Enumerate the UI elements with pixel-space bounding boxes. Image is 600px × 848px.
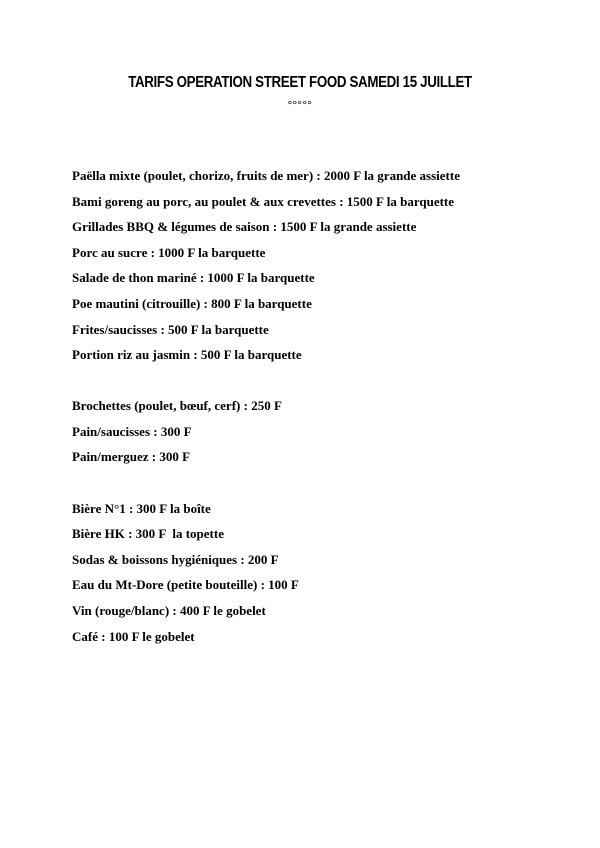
- price-item: Vin (rouge/blanc) : 400 F le gobelet: [72, 602, 266, 618]
- price-group-snacks: [72, 393, 572, 470]
- price-item: Porc au sucre : 1000 F la barquette: [72, 244, 266, 260]
- price-item: Brochettes (poulet, bœuf, cerf) : 250 F: [72, 398, 282, 414]
- page-title: TARIFS OPERATION STREET FOOD SAMEDI 15 JUILLET: [128, 74, 472, 91]
- price-item: Café : 100 F le gobelet: [72, 628, 195, 644]
- price-item: Portion riz au jasmin : 500 F la barquette: [72, 347, 302, 363]
- price-item: Grillades BBQ & légumes de saison : 1500 F la grande assiette: [72, 219, 417, 235]
- price-item: Sodas & boissons hygiéniques : 200 F: [72, 551, 279, 567]
- price-group-drinks: [72, 496, 572, 650]
- price-item: Salade de thon mariné : 1000 F la barquette: [72, 270, 315, 286]
- title-ornament: °°°°°: [287, 99, 313, 111]
- price-item: Paëlla mixte (poulet, chorizo, fruits de mer) : 2000 F la grande assiette: [72, 168, 460, 183]
- price-item: Pain/merguez : 300 F: [72, 449, 191, 465]
- price-item: Eau du Mt-Dore (petite bouteille) : 100 F: [72, 577, 299, 593]
- price-group-dishes: [72, 163, 572, 368]
- price-item: Bière HK : 300 F la topette: [72, 526, 224, 542]
- price-item: Bami goreng au porc, au poulet & aux crevettes : 1500 F la barquette: [72, 193, 455, 209]
- price-list: [72, 163, 572, 675]
- price-item: Frites/saucisses : 500 F la barquette: [72, 321, 269, 337]
- price-item: Pain/saucisses : 300 F: [72, 423, 192, 439]
- price-item: Bière N°1 : 300 F la boîte: [72, 500, 211, 516]
- price-item: Poe mautini (citrouille) : 800 F la barquette: [72, 295, 312, 311]
